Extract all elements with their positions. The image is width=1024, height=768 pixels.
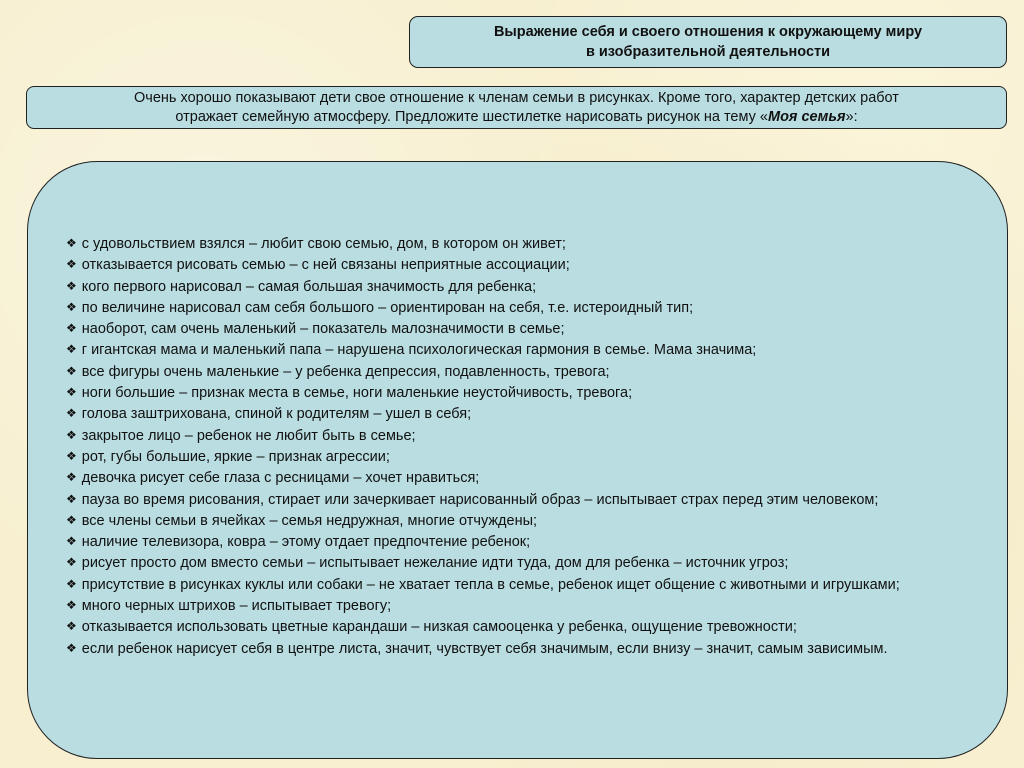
diamond-bullet-icon: ❖	[66, 512, 77, 527]
intro-line-1: Очень хорошо показывают дети свое отношение к членам семьи в рисунках. Кроме того, характер детских работ	[134, 89, 899, 106]
diamond-bullet-icon: ❖	[66, 342, 77, 357]
list-item-text: наличие телевизора, ковра – этому отдает предпочтение ребенок;	[81, 534, 531, 551]
list-item	[66, 574, 971, 595]
list-item	[66, 403, 971, 424]
list-item	[66, 552, 971, 573]
list-item-text: отказывается использовать цветные карандаши – низкая самооценка у ребенка, ощущение тревожности;	[81, 619, 797, 636]
intro-line-2-prefix: отражает семейную атмосферу. Предложите шестилетке нарисовать рисунок на тему «	[175, 108, 768, 125]
list-item	[66, 276, 971, 297]
list-item-text: рот, губы большие, яркие – признак агрессии;	[81, 448, 390, 465]
list-item-text: закрытое лицо – ребенок не любит быть в семье;	[81, 427, 416, 444]
list-item	[66, 297, 971, 318]
intro-line-2	[175, 108, 857, 127]
list-item	[66, 510, 971, 531]
diamond-bullet-icon: ❖	[66, 491, 77, 506]
diamond-bullet-icon: ❖	[66, 470, 77, 485]
list-item	[66, 531, 971, 552]
list-item-text: пауза во время рисования, стирает или зачеркивает нарисованный образ – испытывает страх перед этим человеком;	[81, 491, 879, 508]
diamond-bullet-icon: ❖	[66, 619, 77, 634]
diamond-bullet-icon: ❖	[66, 321, 77, 336]
list-item	[66, 446, 971, 467]
list-item	[66, 425, 971, 446]
diamond-bullet-icon: ❖	[66, 448, 77, 463]
diamond-bullet-icon: ❖	[66, 363, 77, 378]
diamond-bullet-icon: ❖	[66, 576, 77, 591]
list-item-text: все фигуры очень маленькие – у ребенка депрессия, подавленность, тревога;	[81, 363, 610, 380]
list-item	[66, 595, 971, 616]
list-item	[66, 318, 971, 339]
list-item-text: с удовольствием взялся – любит свою семью, дом, в котором он живет;	[81, 236, 566, 252]
diamond-bullet-icon: ❖	[66, 257, 77, 272]
title-box	[409, 16, 1007, 68]
list-item-text: кого первого нарисовал – самая большая значимость для ребенка;	[81, 278, 537, 295]
list-item-text: наоборот, сам очень маленький – показатель малозначимости в семье;	[81, 321, 565, 338]
diamond-bullet-icon: ❖	[66, 299, 77, 314]
list-item-text: девочка рисует себе глаза с ресницами – хочет нравиться;	[81, 470, 480, 487]
list-item	[66, 254, 971, 275]
list-item-text: рисует просто дом вместо семьи – испытывает нежелание идти туда, дом для ребенка – источник угроз;	[81, 555, 789, 572]
diamond-bullet-icon: ❖	[66, 427, 77, 442]
diamond-bullet-icon: ❖	[66, 385, 77, 400]
list-item-text: много черных штрихов – испытывает тревогу;	[81, 598, 392, 615]
diamond-bullet-icon: ❖	[66, 534, 77, 549]
list-item-text: отказывается рисовать семью – с ней связаны неприятные ассоциации;	[81, 257, 570, 274]
diamond-bullet-icon: ❖	[66, 236, 77, 250]
list-item-text: голова заштрихована, спиной к родителям – ушел в себя;	[81, 406, 472, 423]
intro-topic-emphasis: Моя семья	[767, 108, 846, 125]
list-item-text: ноги большие – признак места в семье, ноги маленькие неустойчивость, тревога;	[81, 385, 633, 402]
list-item	[66, 233, 971, 254]
diamond-bullet-icon: ❖	[66, 640, 77, 655]
list-item	[66, 339, 971, 360]
diamond-bullet-icon: ❖	[66, 278, 77, 293]
bullet-list	[66, 233, 971, 659]
list-item	[66, 616, 971, 637]
list-item	[66, 638, 971, 659]
list-item	[66, 489, 971, 510]
bullet-panel	[27, 161, 1008, 759]
list-item-text: все члены семьи в ячейках – семья недружная, многие отчуждены;	[81, 512, 538, 529]
diamond-bullet-icon: ❖	[66, 555, 77, 570]
intro-box	[26, 86, 1007, 129]
list-item-text: г игантская мама и маленький папа – нарушена психологическая гармония в семье. Мама значима;	[81, 342, 757, 359]
list-item	[66, 467, 971, 488]
list-item-text: присутствие в рисунках куклы или собаки – не хватает тепла в семье, ребенок ищет общение с животными и игрушками;	[81, 576, 900, 593]
title-line-1: Выражение себя и своего отношения к окружающему миру	[493, 24, 923, 40]
diamond-bullet-icon: ❖	[66, 598, 77, 613]
title-line-2: в изобразительной деятельности	[585, 44, 831, 60]
list-item-text: если ребенок нарисует себя в центре листа, значит, чувствует себя значимым, если внизу – значит, самым зависимым.	[81, 640, 888, 657]
intro-line-2-suffix: »:	[845, 108, 858, 125]
list-item-text: по величине нарисовал сам себя большого – ориентирован на себя, т.е. истероидный тип;	[81, 299, 694, 316]
list-item	[66, 361, 971, 382]
list-item	[66, 382, 971, 403]
diamond-bullet-icon: ❖	[66, 406, 77, 421]
